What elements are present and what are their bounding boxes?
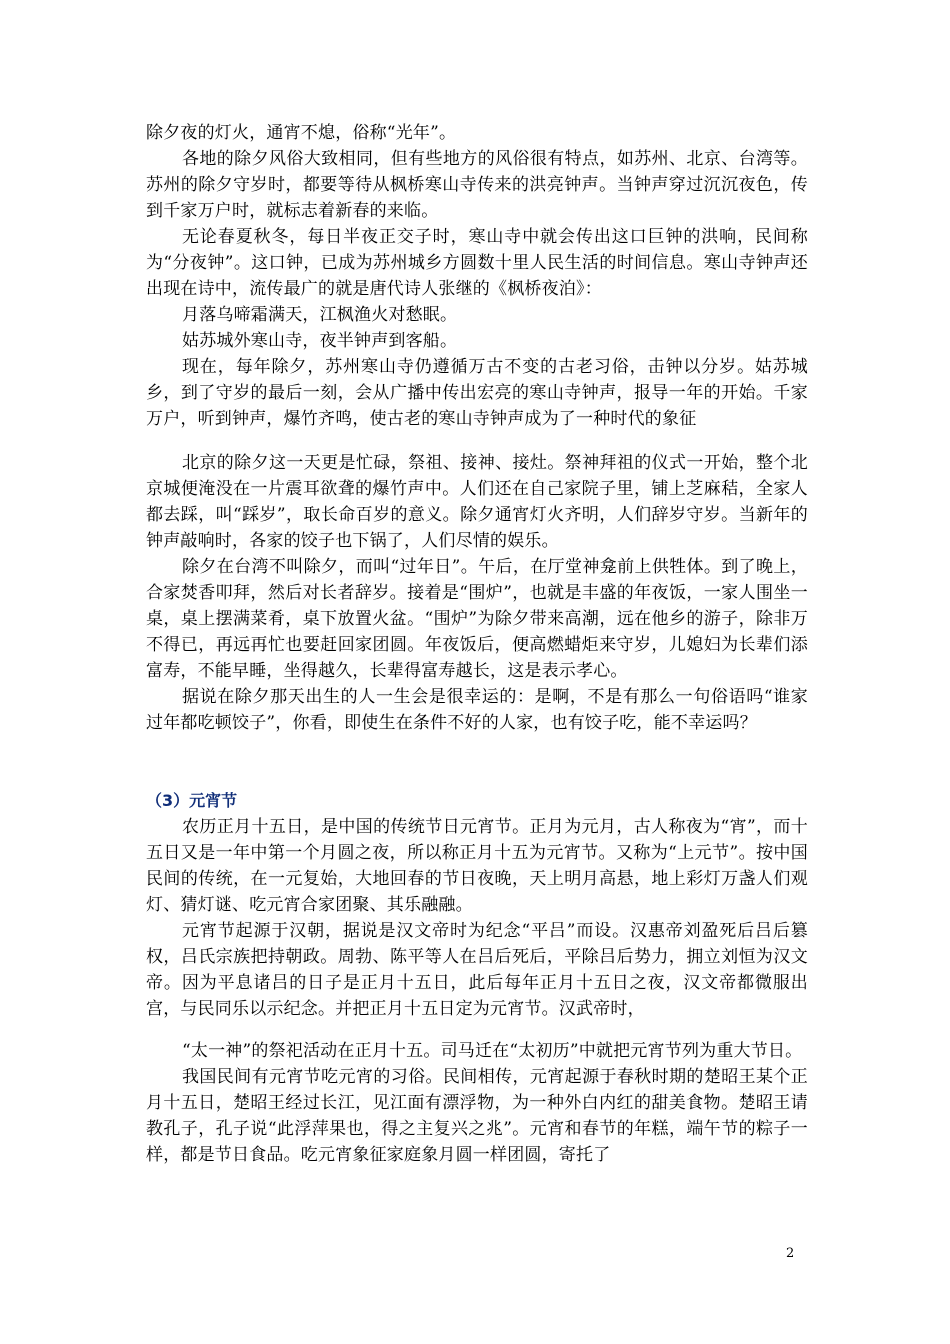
paragraph: 各地的除夕风俗大致相同，但有些地方的风俗很有特点，如苏州、北京、台湾等。苏州的除夕守岁时，都要等待从枫桥寒山寺传来的洪亮钟声。当钟声穿过沉沉夜色，传到千家万户时，就标志着新春的来临。	[146, 149, 808, 221]
page-body	[146, 120, 808, 1168]
poem-line: 月落乌啼霜满天，江枫渔火对愁眠。	[182, 305, 458, 325]
paragraph: 元宵节起源于汉朝，据说是汉文帝时为纪念“平吕”而设。汉惠帝刘盈死后吕后篡权，吕氏宗族把持朝政。周勃、陈平等人在吕后死后，平除吕后势力，拥立刘恒为汉文帝。因为平息诸吕的日子是正月十五日，此后每年正月十五日之夜，汉文帝都微服出宫，与民同乐以示纪念。并把正月十五日定为元宵节。汉武帝时，	[146, 921, 808, 1019]
spacer	[146, 1022, 808, 1038]
poem-line: 姑苏城外寒山寺，夜半钟声到客船。	[182, 331, 458, 351]
paragraph: 据说在除夕那天出生的人一生会是很幸运的：是啊，不是有那么一句俗语吗“谁家过年都吃顿饺子”，你看，即使生在条件不好的人家，也有饺子吃，能不幸运吗？	[146, 687, 808, 733]
paragraph: “太一神”的祭祀活动在正月十五。司马迁在“太初历”中就把元宵节列为重大节日。	[182, 1041, 803, 1061]
spacer	[146, 432, 808, 450]
spacer	[146, 736, 808, 788]
paragraph: 农历正月十五日，是中国的传统节日元宵节。正月为元月，古人称夜为“宵”，而十五日又是一年中第一个月圆之夜，所以称正月十五为元宵节。又称为“上元节”。按中国民间的传统，在一元复始，大地回春的节日夜晚，天上明月高悬，地上彩灯万盏人们观灯、猜灯谜、吃元宵合家团聚、其乐融融。	[146, 817, 808, 915]
paragraph: 北京的除夕这一天更是忙碌，祭祖、接神、接灶。祭神拜祖的仪式一开始，整个北京城便淹没在一片震耳欲聋的爆竹声中。人们还在自己家院子里，铺上芝麻秸，全家人都去踩，叫“踩岁”，取长命百岁的意义。除夕通宵灯火齐明，人们辞岁守岁。当新年的钟声敲响时，各家的饺子也下锅了，人们尽情的娱乐。	[146, 453, 808, 551]
page-number: 2	[786, 1246, 795, 1261]
section-heading: （3）元宵节	[146, 791, 238, 810]
paragraph: 我国民间有元宵节吃元宵的习俗。民间相传，元宵起源于春秋时期的楚昭王某个正月十五日，楚昭王经过长江，见江面有漂浮物，为一种外白内红的甜美食物。楚昭王请教孔子，孔子说“此浮萍果也，得之主复兴之兆”。元宵和春节的年糕，端午节的粽子一样，都是节日食品。吃元宵象征家庭象月圆一样团圆，寄托了	[146, 1067, 808, 1165]
paragraph: 除夕在台湾不叫除夕，而叫“过年日”。午后，在厅堂神龛前上供牲体。到了晚上，合家焚香叩拜，然后对长者辞岁。接着是“围炉”，也就是丰盛的年夜饭，一家人围坐一桌，桌上摆满菜肴，桌下放置火盆。“围炉”为除夕带来高潮，远在他乡的游子，除非万不得已，再远再忙也要赶回家团圆。年夜饭后，便高燃蜡炬来守岁，儿媳妇为长辈们添富寿，不能早睡，坐得越久，长辈得富寿越长，这是表示孝心。	[146, 557, 808, 681]
paragraph: 现在，每年除夕，苏州寒山寺仍遵循万古不变的古老习俗，击钟以分岁。姑苏城乡，到了守岁的最后一刻，会从广播中传出宏亮的寒山寺钟声，报导一年的开始。千家万户，听到钟声，爆竹齐鸣，使古老的寒山寺钟声成为了一种时代的象征	[146, 357, 808, 429]
paragraph: 无论春夏秋冬，每日半夜正交子时，寒山寺中就会传出这口巨钟的洪响，民间称为“分夜钟”。这口钟，已成为苏州城乡方圆数十里人民生活的时间信息。寒山寺钟声还出现在诗中，流传最广的就是唐代诗人张继的《枫桥夜泊》：	[146, 227, 808, 299]
paragraph: 除夕夜的灯火，通宵不熄，俗称“光年”。	[146, 123, 457, 143]
